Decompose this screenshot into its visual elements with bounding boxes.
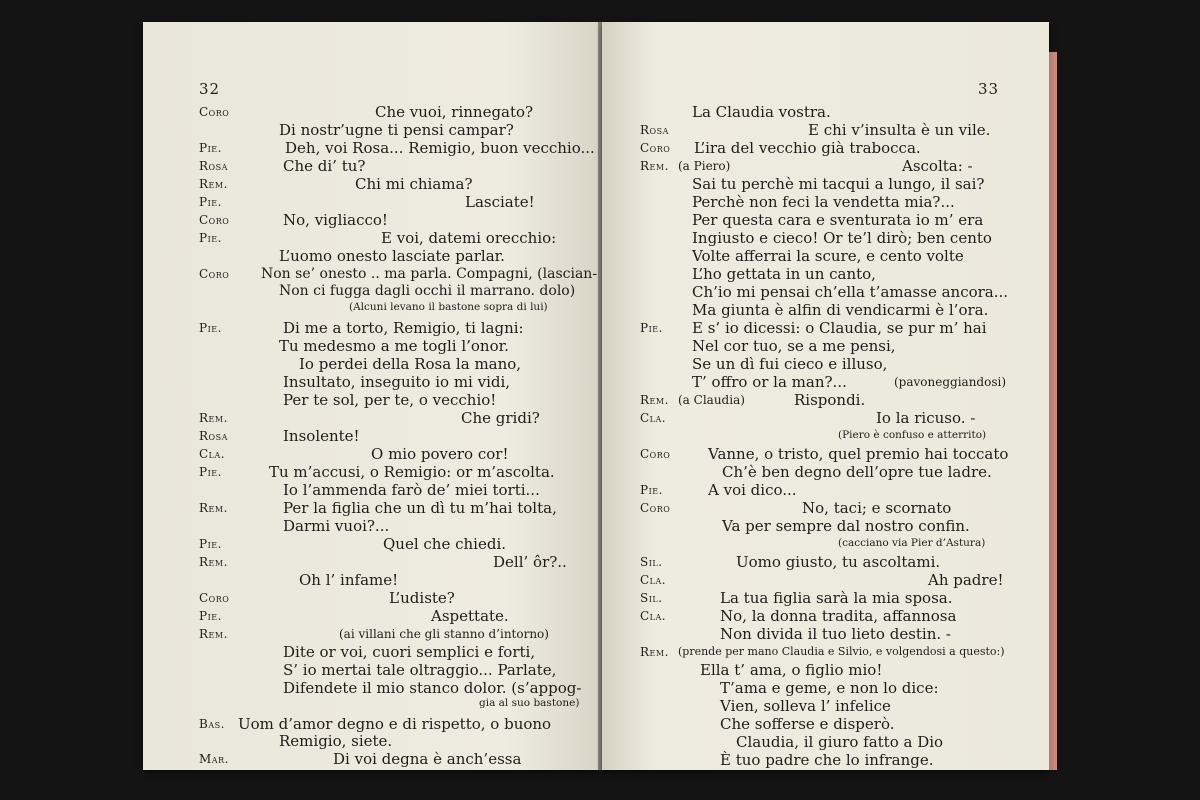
verse-line: Non se’ onesto .. ma parla. Compagni, (lascian- <box>261 266 598 282</box>
verse-line: Vanne, o tristo, quel premio hai toccato <box>708 445 1009 463</box>
page-number: 33 <box>978 80 1000 98</box>
verse-line: Ascolta: - <box>902 157 973 175</box>
verse-line: L’udiste? <box>389 589 455 607</box>
verse-line: Claudia, il giuro fatto a Dio <box>736 733 944 751</box>
speaker: Rosa <box>199 429 228 443</box>
verse-line: Per la figlia che un dì tu m’hai tolta, <box>283 499 557 517</box>
speaker: Pie. <box>199 321 222 335</box>
verse-line: La tua figlia sarà la mia sposa. <box>720 589 953 607</box>
verse-line: Che sofferse e disperò. <box>720 715 895 733</box>
verse-line: Dell’ ôr?.. <box>493 553 567 571</box>
verse-line: S’ io mertai tale oltraggio... Parlate, <box>283 661 557 679</box>
speaker: Pie. <box>199 465 222 479</box>
verse-line: Io perdei della Rosa la mano, <box>299 355 522 373</box>
verse-line: Per questa cara e sventurata io m’ era <box>692 211 984 229</box>
verse-line: Ch’è ben degno dell’opre tue ladre. <box>722 463 992 481</box>
speaker: Coro <box>640 141 671 155</box>
verse-line: Lasciate! <box>465 193 535 211</box>
speaker: Rem. <box>640 645 669 659</box>
verse-line: A voi dico... <box>708 481 797 499</box>
speaker: Pie. <box>640 321 663 335</box>
verse-line: No, la donna tradita, affannosa <box>720 607 957 625</box>
verse-line: No, taci; e scornato <box>802 499 952 517</box>
verse-line: Va per sempre dal nostro confin. <box>722 517 970 535</box>
verse-line: Che gridi? <box>461 409 540 427</box>
speaker: Coro <box>640 447 671 461</box>
verse-line: Oh l’ infame! <box>299 571 399 589</box>
speaker: Sil. <box>640 591 663 605</box>
speaker: Cla. <box>199 447 226 461</box>
stage-direction: (a Claudia) <box>678 393 745 407</box>
verse-line: Che vuoi, rinnegato? <box>375 103 534 121</box>
stage-direction: (pavoneggiandosi) <box>894 375 1007 389</box>
speaker: Coro <box>199 105 230 119</box>
verse-line: Non ci fugga dagli occhi il marrano. dolo) <box>279 283 576 299</box>
verse-line: Di nostr’ugne ti pensi campar? <box>279 121 514 139</box>
verse-line: T’ama e geme, e non lo dice: <box>720 679 939 697</box>
open-book <box>143 22 1058 774</box>
speaker: Rem. <box>199 627 228 641</box>
speaker: Coro <box>199 591 230 605</box>
speaker: Rosa <box>199 159 228 173</box>
verse-line: Tu medesmo a me togli l’onor. <box>279 337 509 355</box>
verse-line: O mio povero cor! <box>371 445 509 463</box>
verse-line: Uomo giusto, tu ascoltami. <box>736 553 941 571</box>
verse-line: E voi, datemi orecchio: <box>381 229 557 247</box>
speaker: Rosa <box>640 123 669 137</box>
speaker: Pie. <box>199 231 222 245</box>
speaker: Coro <box>199 267 230 281</box>
verse-line: L’uomo onesto lasciate parlar. <box>279 247 505 265</box>
speaker: Coro <box>199 213 230 227</box>
speaker: Cla. <box>640 609 667 623</box>
speaker: Pie. <box>199 141 222 155</box>
verse-line: Remigio, siete. <box>279 732 393 750</box>
verse-line: Ch’io mi pensai ch’ella t’amasse ancora... <box>692 283 1009 301</box>
verse-line: Chi mi chiama? <box>355 175 473 193</box>
verse-line: Volte afferrai la scure, e cento volte <box>692 247 964 265</box>
verse-line: Difendete il mio stanco dolor. (s’appog- <box>283 679 582 697</box>
stage-direction: (Alcuni levano il bastone sopra di lui) <box>349 301 548 313</box>
verse-line: Uom d’amor degno e di rispetto, o buono <box>238 715 552 733</box>
stage-direction: (ai villani che gli stanno d’intorno) <box>339 627 549 641</box>
speaker: Rem. <box>199 411 228 425</box>
verse-line: Tu m’accusi, o Remigio: or m’ascolta. <box>269 463 555 481</box>
speaker: Cla. <box>640 411 667 425</box>
verse-line: Che di’ tu? <box>283 157 366 175</box>
speaker: Pie. <box>640 483 663 497</box>
verse-line: Darmi vuoi?... <box>283 517 390 535</box>
verse-line: Aspettate. <box>431 607 509 625</box>
verse-line: L’ira del vecchio già trabocca. <box>694 139 921 157</box>
stage-direction: (prende per mano Claudia e Silvio, e volgendosi a questo:) <box>678 645 1005 658</box>
verse-line: No, vigliacco! <box>283 211 388 229</box>
verse-line: Per te sol, per te, o vecchio! <box>283 391 497 409</box>
verse-line: Se un dì fui cieco e illuso, <box>692 355 888 373</box>
page-edge <box>1049 52 1057 770</box>
verse-line: Ah padre! <box>928 571 1004 589</box>
verse-line: Di voi degna è anch’essa <box>333 750 522 768</box>
verse-line: Vien, solleva l’ infelice <box>720 697 891 715</box>
speaker: Mar. <box>199 752 229 766</box>
stage-direction: (Piero è confuso e atterrito) <box>838 429 987 441</box>
speaker: Rem. <box>640 393 669 407</box>
verse-line: Io la ricuso. - <box>876 409 976 427</box>
verse-line: Insultato, inseguito io mi vidi, <box>283 373 511 391</box>
speaker: Rem. <box>199 177 228 191</box>
verse-line: Io l’ammenda farò de’ miei torti... <box>283 481 540 499</box>
stage-direction: (cacciano via Pier d’Astura) <box>838 537 986 549</box>
stage-direction: (a Piero) <box>678 159 731 173</box>
stage-direction: gia al suo bastone) <box>479 697 580 709</box>
speaker: Coro <box>640 501 671 515</box>
speaker: Rem. <box>199 501 228 515</box>
speaker: Rem. <box>199 555 228 569</box>
verse-line: Deh, voi Rosa... Remigio, buon vecchio... <box>285 139 595 157</box>
speaker: Pie. <box>199 537 222 551</box>
page-number: 32 <box>199 80 221 98</box>
verse-line: Di me a torto, Remigio, ti lagni: <box>283 319 524 337</box>
verse-line: Dite or voi, cuori semplici e forti, <box>283 643 536 661</box>
verse-line: Nel cor tuo, se a me pensi, <box>692 337 896 355</box>
verse-line: Ingiusto e cieco! Or te’l dirò; ben cento <box>692 229 992 247</box>
speaker: Pie. <box>199 609 222 623</box>
verse-line: E s’ io dicessi: o Claudia, se pur m’ hai <box>692 319 987 337</box>
right-page <box>602 22 1049 770</box>
verse-line: La Claudia vostra. <box>692 103 831 121</box>
speaker: Cla. <box>640 573 667 587</box>
verse-line: L’ho gettata in un canto, <box>692 265 876 283</box>
speaker: Sil. <box>640 555 663 569</box>
speaker: Pie. <box>199 195 222 209</box>
speaker: Bas. <box>199 717 225 731</box>
verse-line: Rispondi. <box>794 391 866 409</box>
verse-line: Sai tu perchè mi tacqui a lungo, il sai? <box>692 175 985 193</box>
verse-line: E chi v’insulta è un vile. <box>808 121 991 139</box>
verse-line: T’ offro or la man?... <box>692 373 847 391</box>
verse-line: Quel che chiedi. <box>383 535 507 553</box>
speaker: Rem. <box>640 159 669 173</box>
verse-line: Perchè non feci la vendetta mia?... <box>692 193 955 211</box>
verse-line: Ella t’ ama, o figlio mio! <box>700 661 883 679</box>
verse-line: Non divida il tuo lieto destin. - <box>720 625 951 643</box>
verse-line: Insolente! <box>283 427 360 445</box>
left-page <box>143 22 598 770</box>
verse-line: È tuo padre che lo infrange. <box>720 751 934 769</box>
verse-line: Ma giunta è alfin di vendicarmi è l’ora. <box>692 301 989 319</box>
